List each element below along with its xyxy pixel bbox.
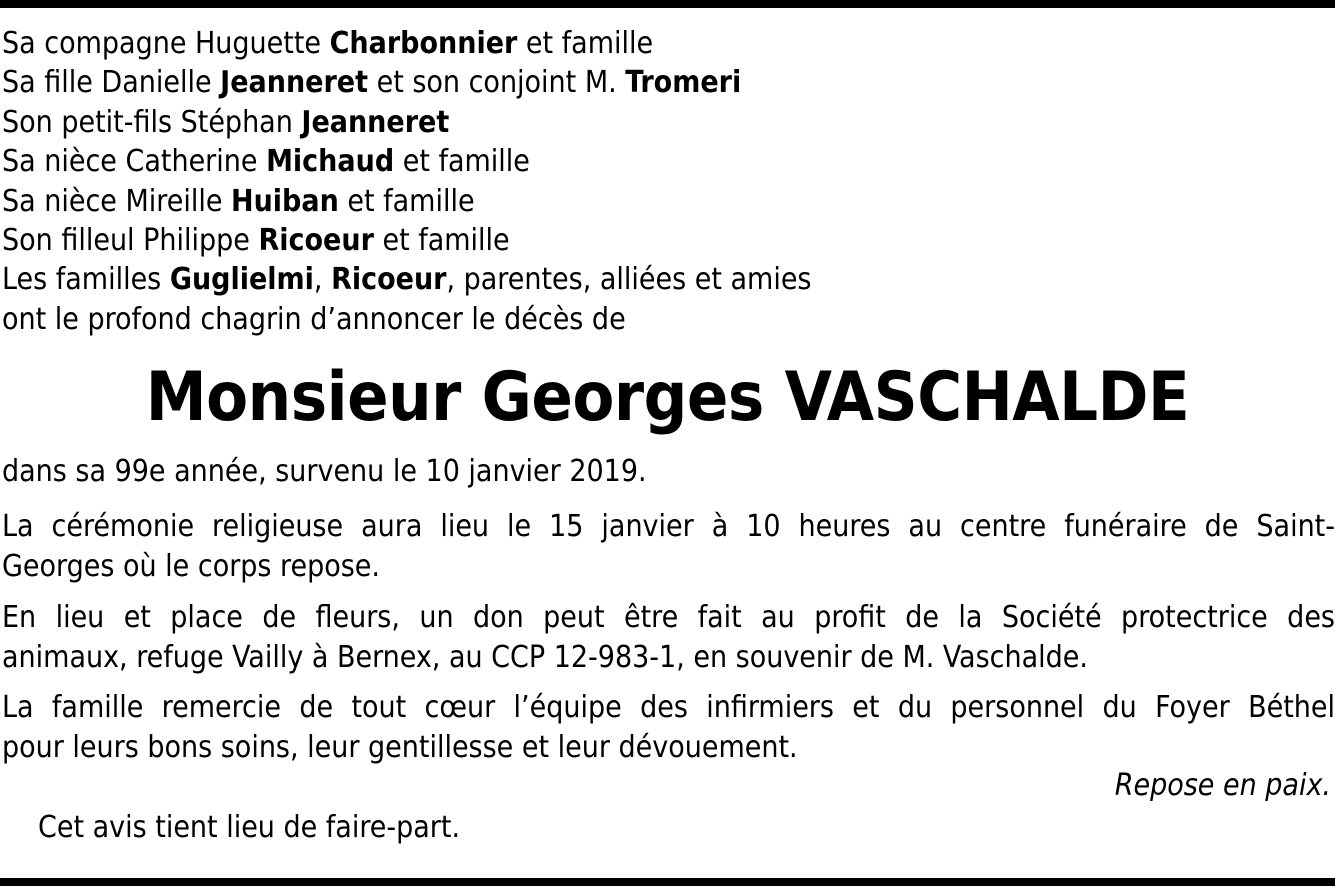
ceremony-paragraph: [2, 507, 1335, 586]
line-text: et famille: [394, 144, 530, 180]
family-name: Ricoeur: [258, 222, 374, 258]
paragraph-line: pour leurs bons soins, leur gentillesse et leur dévouement.: [2, 729, 798, 765]
line-text: et famille: [338, 183, 475, 219]
announcement-line-daughter: [2, 63, 812, 102]
family-name: Jeanneret: [220, 65, 369, 101]
line-text: , parentes, alliées et amies: [446, 262, 812, 298]
line-text: Les familles: [2, 262, 170, 298]
announcement-line-niece-catherine: [2, 142, 812, 181]
family-name: Huiban: [231, 183, 339, 219]
line-text: et famille: [517, 26, 654, 61]
line-text: et son conjoint M.: [368, 65, 626, 101]
line-text: Sa compagne Huguette: [2, 26, 330, 61]
line-text: Son filleul Philippe: [2, 222, 259, 258]
announcement-line-families: [2, 260, 812, 299]
line-text: Son petit-fils Stéphan: [2, 104, 302, 140]
thanks-paragraph: [2, 688, 1335, 767]
family-name: Charbonnier: [329, 26, 518, 61]
closing-phrase: Repose en paix.: [1114, 768, 1331, 803]
paragraph-line: La cérémonie religieuse aura lieu le 15 janvier à 10 heures au centre funéraire de Saint-: [2, 509, 1335, 544]
announcement-line-niece-mireille: [2, 182, 812, 221]
donation-paragraph: [2, 598, 1335, 677]
line-text: et famille: [373, 222, 510, 258]
announcement-line-grandson: [2, 103, 812, 142]
line-text: Sa nièce Catherine: [2, 144, 267, 180]
line-text: Sa nièce Mireille: [2, 183, 231, 219]
family-name: Jeanneret: [301, 104, 450, 140]
paragraph-line: Georges où le corps repose.: [2, 548, 380, 584]
paragraph-line: La famille remercie de tout cœur l’équipe des infirmiers et du personnel du Foyer Béthel: [2, 690, 1335, 725]
family-name: Guglielmi: [169, 262, 314, 298]
announcement-line-companion: [2, 24, 812, 63]
line-text: ,: [313, 262, 332, 298]
family-name: Michaud: [266, 144, 395, 180]
paragraph-line: En lieu et place de fleurs, un don peut être fait au profit de la Société protectrice des: [2, 600, 1335, 635]
family-name: Tromeri: [625, 65, 742, 101]
family-name: Ricoeur: [331, 262, 447, 298]
family-announcement-list: [2, 24, 812, 339]
paragraph-line: animaux, refuge Vailly à Bernex, au CCP 12-983-1, en souvenir de M. Vaschalde.: [2, 639, 1088, 675]
top-border-rule: [0, 0, 1335, 8]
announcement-line-godson: [2, 221, 812, 260]
paragraph-line: dans sa 99e année, survenu le 10 janvier 2019.: [2, 454, 647, 489]
announcement-line-statement: ont le profond chagrin d’annoncer le décès de: [2, 301, 626, 337]
notice-statement: Cet avis tient lieu de faire-part.: [38, 810, 461, 845]
bottom-border-rule: [0, 878, 1335, 886]
line-text: Sa fille Danielle: [2, 65, 221, 101]
deceased-name-heading: Monsieur Georges VASCHALDE: [145, 358, 1190, 437]
age-and-date-paragraph: [2, 452, 1335, 492]
